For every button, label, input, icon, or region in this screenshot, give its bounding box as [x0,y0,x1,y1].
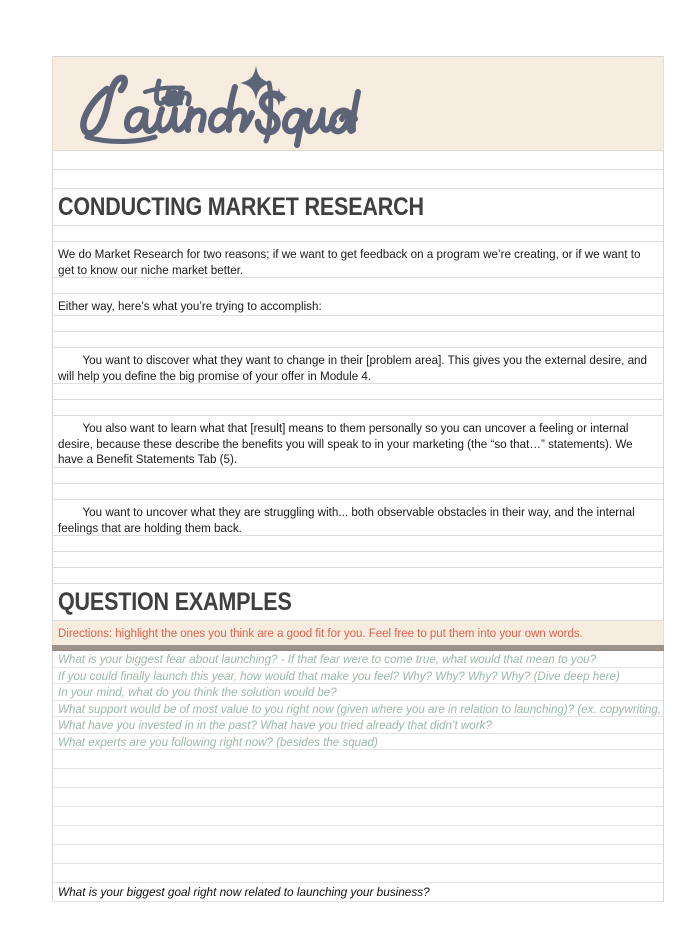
question-text: What is your biggest fear about launching? - If that fear were to come true, what would that mean to you? [58,652,597,666]
empty-question-row[interactable] [52,807,664,826]
question-row[interactable] [52,701,664,718]
spacer-row [52,468,664,484]
section-title-question-examples [52,584,664,621]
empty-question-row[interactable] [52,788,664,807]
question-row[interactable] [52,684,664,701]
spacer-row [52,316,664,332]
final-question-row[interactable] [52,883,664,902]
question-row[interactable] [52,651,664,668]
page-title-text: CONDUCTING MARKET RESEARCH [58,193,424,221]
spacer-row [52,484,664,500]
point-row [52,416,664,468]
spacer-row [52,226,664,242]
point-row [52,348,664,384]
empty-question-row[interactable] [52,769,664,788]
logo-banner [52,56,664,151]
question-text: What support would be of most value to you right now (given where you are in relation to launching)? (ex. copywriting, [58,701,662,716]
spacer-row [52,568,664,584]
lead-in-line [52,294,664,316]
point-text: You want to uncover what they are struggling with... both observable obstacles in their way, and the internal feelings that are holding them back. [58,505,635,535]
final-question-text: What is your biggest goal right now related to launching your business? [58,885,430,899]
spacer-row [52,332,664,348]
worksheet-sheet [52,56,664,902]
spacer-row [52,552,664,568]
intro-paragraph-text: We do Market Research for two reasons; if we want to get feedback on a program we’re creating, or if we want to get to know our niche market better. [58,247,641,277]
question-text: What experts are you following right now? (besides the squad) [58,734,378,749]
question-text: In your mind, what do you think the solution would be? [58,685,337,699]
spacer-row [52,536,664,552]
question-row[interactable] [52,717,664,734]
question-text: If you could finally launch this year, how would that make you feel? Why? Why? Why? Why? (Dive deep here) [58,668,620,683]
intro-paragraph [52,242,664,278]
spacer-row [52,400,664,416]
lead-in-text: Either way, here’s what you’re trying to accomplish: [58,299,322,313]
question-row[interactable] [52,668,664,685]
empty-question-row[interactable] [52,864,664,883]
spacer-row [52,278,664,294]
empty-question-row[interactable] [52,750,664,769]
question-row[interactable] [52,734,664,751]
directions-banner [52,621,664,645]
empty-question-row[interactable] [52,826,664,845]
directions-text: Directions: highlight the ones you think are a good fit for you. Feel free to put them into your own words. [58,626,583,640]
question-text: What have you invested in in the past? What have you tried already that didn’t work? [58,718,492,732]
the-launch-squad-logo [63,61,363,149]
spacer-row [52,384,664,400]
point-text: You also want to learn what that [result] means to them personally so you can uncover a feeling or internal desire, because these describe the benefits you will speak to in your marketing (the “so that…” statements). We have a Benefit Statements Tab (5). [58,421,633,466]
empty-question-row[interactable] [52,845,664,864]
spacer-row [52,170,664,189]
page-title [52,189,664,226]
spacer-row [52,151,664,170]
point-row [52,500,664,536]
section-title-text: QUESTION EXAMPLES [58,588,292,616]
point-text: You want to discover what they want to change in their [problem area]. This gives you the external desire, and will help you define the big promise of your offer in Module 4. [58,353,648,383]
